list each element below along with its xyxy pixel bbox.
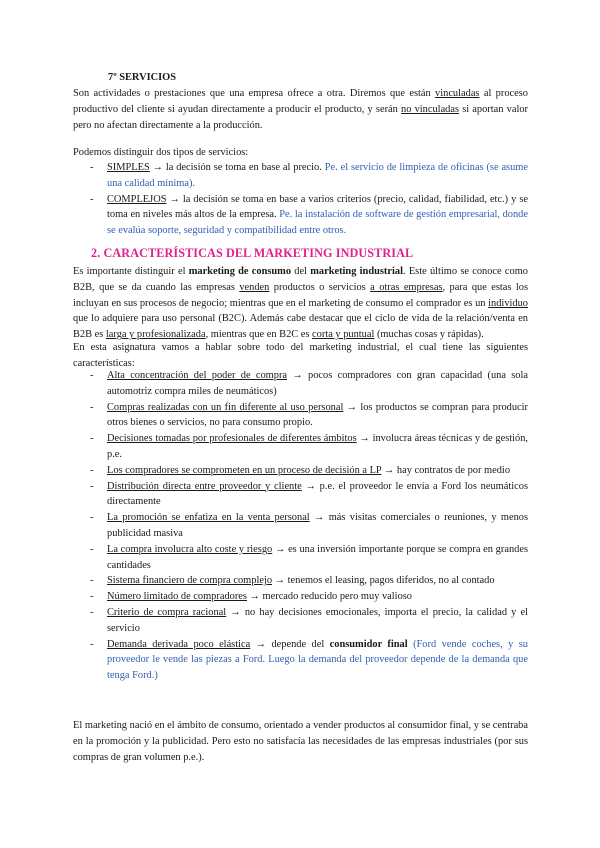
text-run: → mercado reducido pero muy valioso <box>246 591 413 603</box>
text-run: Es importante distinguir el <box>73 266 189 277</box>
text-run: productos o servicios <box>269 281 371 293</box>
text-run: → la decisión se toma en base a varios criterios (precio, calidad, fiabilidad, etc.) y se toma en niveles más altos de la empresa. <box>107 193 528 221</box>
dash-marker: - <box>90 512 94 524</box>
text-run: del <box>291 266 311 277</box>
example-note: Pe. el servicio de limpieza de oficinas (se asume una calidad mínima). <box>107 162 528 189</box>
dash-marker: - <box>90 606 94 618</box>
dash-marker: - <box>90 480 94 492</box>
text-run: Son actividades o prestaciones que una empresa ofrece a otra. Diremos que están <box>73 88 436 99</box>
services-intro-paragraph <box>73 86 528 133</box>
list-item <box>73 192 528 239</box>
list-item <box>73 431 528 463</box>
underlined-term: no vinculadas <box>401 103 460 115</box>
text-run: si aportan valor pero no afectan directamente a la producción. <box>73 103 528 131</box>
list-item <box>73 573 528 589</box>
bold-term: marketing de consumo <box>188 266 292 277</box>
text-run: → pocos compradores con gran capacidad (una sola automotriz compra miles de neumáticos) <box>107 370 528 397</box>
underlined-term: Número limitado de compradores <box>107 591 247 603</box>
text-run: que lo adquiere para uso personal (B2C). Además cabe destacar que el ciclo de vida de la relación/venta en B2B es <box>73 313 528 341</box>
example-note: Pe. la instalación de software de gestión empresarial, donde se evalúa soporte, seguridad y compatibilidad entre otros. <box>107 209 528 237</box>
list-item <box>73 160 528 192</box>
underlined-term: Decisiones tomadas por profesionales de diferentes ámbitos <box>107 433 357 445</box>
text-run: → la decisión se toma en base al precio. <box>149 162 325 173</box>
dash-marker: - <box>90 401 94 413</box>
underlined-term: a otras empresas <box>370 281 443 293</box>
underlined-term: Sistema financiero de compra complejo <box>107 575 273 587</box>
underlined-term: Alta concentración del poder de compra <box>107 370 288 381</box>
bold-term: marketing industrial <box>310 266 403 277</box>
section-heading-servicios: 7º SERVICIOS <box>108 72 177 83</box>
text-run: , para que estas los incluyan en sus procesos de negocio; mientras que en el marketing de consumo el comprador es un <box>73 281 528 309</box>
underlined-term: corta y puntual <box>312 329 375 341</box>
service-types-intro: Podemos distinguir dos tipos de servicios: <box>73 147 249 158</box>
text-run: → hay contratos de por medio <box>381 464 511 476</box>
dash-marker: - <box>90 370 94 381</box>
text-run: → los productos se compran para producir otros bienes o servicios, no para consumo propio. <box>107 401 528 429</box>
text-run: al proceso productivo del cliente si ayudan directamente a producir el producto, y serán <box>73 88 528 115</box>
dash-marker: - <box>90 193 94 205</box>
underlined-term: La compra involucra alto coste y riesgo <box>107 543 273 555</box>
text-run: → no hay decisiones emocionales, importa el precio, la calidad y el servicio <box>107 606 528 634</box>
bold-term: consumidor final <box>329 638 408 650</box>
text-run: . Este último se conoce como B2B, que se da cuando las empresas <box>73 266 528 293</box>
dash-marker: - <box>90 162 94 173</box>
dash-marker: - <box>90 638 94 650</box>
text-run: → tenemos el leasing, pagos diferidos, no al contado <box>272 575 495 587</box>
text-run: → más visitas comerciales o reuniones, y menos publicidad masiva <box>107 512 529 539</box>
dash-marker: - <box>90 575 94 587</box>
underlined-term: La promoción se enfatiza en la venta personal <box>107 512 310 524</box>
service-types-list <box>73 160 528 239</box>
underlined-term: SIMPLES <box>107 162 150 173</box>
example-note: (Ford vende coches, y su proveedor le vende las piezas a Ford. Luego la demanda del proveedor depende de la demanda que tenga Ford.) <box>107 638 528 682</box>
b2b-vs-b2c-paragraph <box>73 264 528 343</box>
list-item <box>73 463 528 479</box>
underlined-term: Criterio de compra racional <box>107 606 227 618</box>
list-item <box>73 368 528 400</box>
text-run: → es una inversión importante porque se compra en grandes cantidades <box>107 543 528 571</box>
list-item <box>73 637 528 684</box>
marketing-origin-paragraph: El marketing nació en el ámbito de consumo, orientado a vender productos al consumidor final, y se centraba en la promoción y la publicidad. Pero esto no satisfacía las necesidades de las empresas industriales (por sus compras de gran volumen p.e.). <box>73 720 528 763</box>
underlined-term: Compras realizadas con un fin diferente al uso personal <box>107 401 344 413</box>
underlined-term: Distribución directa entre proveedor y cliente <box>107 480 302 492</box>
list-item <box>73 400 528 432</box>
characteristics-list <box>73 368 528 684</box>
text-run: , mientras que en B2C es <box>205 329 313 341</box>
text-run: (muchas cosas y rápidas). <box>374 329 484 341</box>
characteristics-intro: En esta asignatura vamos a hablar sobre todo del marketing industrial, el cual tiene las siguientes características: <box>73 342 528 369</box>
text-run: → involucra áreas técnicas y de gestión, p.e. <box>107 433 528 460</box>
dash-marker: - <box>90 433 94 445</box>
list-item <box>73 605 528 637</box>
section-heading-caracteristicas: 2. CARACTERÍSTICAS DEL MARKETING INDUSTRIAL <box>91 246 414 260</box>
underlined-term: larga y profesionalizada <box>105 329 206 341</box>
list-item <box>73 479 528 511</box>
dash-marker: - <box>90 543 94 555</box>
text-run: → depende del <box>250 638 330 650</box>
text-run: → p.e. el proveedor le envía a Ford los neumáticos directamente <box>107 480 528 508</box>
list-item <box>73 542 528 574</box>
underlined-term: venden <box>239 281 270 293</box>
underlined-term: Demanda derivada poco elástica <box>107 638 251 650</box>
underlined-term: individuo <box>488 297 528 309</box>
list-item <box>73 589 528 605</box>
underlined-term: COMPLEJOS <box>107 193 167 205</box>
dash-marker: - <box>90 591 94 603</box>
dash-marker: - <box>90 464 94 476</box>
underlined-term: vinculadas <box>435 88 480 99</box>
list-item <box>73 510 528 542</box>
underlined-term: Los compradores se comprometen en un proceso de decisión a LP <box>107 464 382 476</box>
